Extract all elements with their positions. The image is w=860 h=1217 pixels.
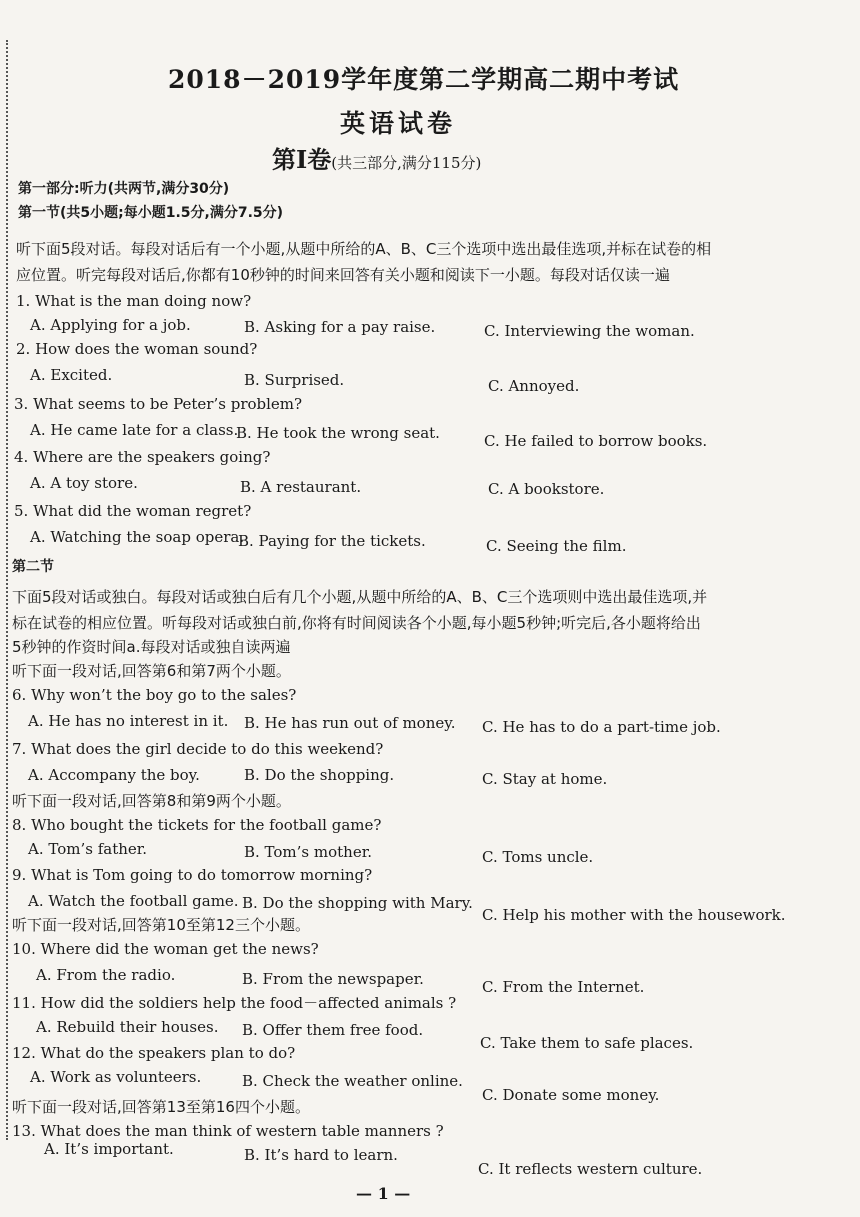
q8-option-b: B. Tom’s mother.: [244, 843, 372, 861]
q4-option-a: A. A toy store.: [30, 474, 138, 492]
q2-option-a: A. Excited.: [30, 366, 113, 384]
volume-label: 第Ⅰ卷: [272, 145, 332, 174]
q6-option-a: A. He has no interest in it.: [28, 712, 229, 730]
section1-directions-line2: 应位置。听完每段对话后,你都有10秒钟的时间来回答有关小题和阅读下一小题。每段对话仅读一遍: [16, 266, 670, 284]
section2-directions-line2: 标在试卷的相应位置。听每段对话或独白前,你将有时间阅读各个小题,每小题5秒钟;听完后,各小题将给出: [12, 614, 701, 632]
q7-option-b: B. Do the shopping.: [244, 766, 395, 784]
question-5: 5. What did the woman regret?: [14, 502, 252, 520]
q1-option-a: A. Applying for a job.: [30, 316, 191, 334]
section1-directions-line1: 听下面5段对话。每段对话后有一个小题,从题中所给的A、B、C三个选项中选出最佳选项,并标在试卷的相: [16, 240, 712, 258]
group-instruction-8-9: 听下面一段对话,回答第8和第9两个小题。: [12, 792, 291, 810]
q1-option-b: B. Asking for a pay raise.: [244, 318, 436, 336]
question-2: 2. How does the woman sound?: [16, 340, 258, 358]
q11-option-c: C. Take them to safe places.: [480, 1034, 694, 1052]
q9-option-a: A. Watch the football game.: [28, 892, 239, 910]
q10-option-c: C. From the Internet.: [482, 978, 645, 996]
q13-option-c: C. It reflects western culture.: [478, 1160, 703, 1178]
question-10: 10. Where did the woman get the news?: [12, 940, 319, 958]
exam-subtitle: 英语试卷: [340, 109, 457, 138]
q10-option-a: A. From the radio.: [36, 966, 176, 984]
q4-option-c: C. A bookstore.: [488, 480, 605, 498]
q13-option-a: A. It’s important.: [44, 1140, 174, 1158]
group-instruction-13-16: 听下面一段对话,回答第13至第16四个小题。: [12, 1098, 310, 1116]
group-instruction-6-7: 听下面一段对话,回答第6和第7两个小题。: [12, 662, 291, 680]
q4-option-b: B. A restaurant.: [240, 478, 362, 496]
q11-option-a: A. Rebuild their houses.: [36, 1018, 219, 1036]
q2-option-b: B. Surprised.: [244, 371, 345, 389]
q6-option-c: C. He has to do a part-time job.: [482, 718, 721, 736]
q9-option-c: C. Help his mother with the housework.: [482, 906, 786, 924]
question-9: 9. What is Tom going to do tomorrow morning?: [12, 866, 373, 884]
question-1: 1. What is the man doing now?: [16, 292, 252, 310]
q3-option-b: B. He took the wrong seat.: [236, 424, 440, 442]
q9-option-b: B. Do the shopping with Mary.: [242, 894, 473, 912]
q5-option-a: A. Watching the soap opera.: [30, 528, 245, 546]
q12-option-b: B. Check the weather online.: [242, 1072, 463, 1090]
question-8: 8. Who bought the tickets for the football game?: [12, 816, 382, 834]
question-13: 13. What does the man think of western table manners ?: [12, 1122, 444, 1140]
question-12: 12. What do the speakers plan to do?: [12, 1044, 296, 1062]
q10-option-b: B. From the newspaper.: [242, 970, 424, 988]
section1-heading: 第一节(共5小题;每小题1.5分,满分7.5分): [18, 205, 284, 221]
group-instruction-10-12: 听下面一段对话,回答第10至第12三个小题。: [12, 916, 310, 934]
question-11: 11. How did the soldiers help the food－affected animals ?: [12, 994, 457, 1012]
q12-option-c: C. Donate some money.: [482, 1086, 660, 1104]
q8-option-c: C. Toms uncle.: [482, 848, 594, 866]
question-6: 6. Why won’t the boy go to the sales?: [12, 686, 297, 704]
q5-option-c: C. Seeing the film.: [486, 537, 627, 555]
section2-directions-line3: 5秒钟的作资时间a.每段对话或独自读两遍: [12, 638, 291, 656]
exam-title: 2018－2019学年度第二学期高二期中考试: [168, 65, 680, 94]
question-3: 3. What seems to be Peter’s problem?: [14, 395, 303, 413]
question-7: 7. What does the girl decide to do this weekend?: [12, 740, 384, 758]
q7-option-c: C. Stay at home.: [482, 770, 608, 788]
part1-heading: 第一部分:听力(共两节,满分30分): [18, 181, 230, 197]
q13-option-b: B. It’s hard to learn.: [244, 1146, 398, 1164]
q2-option-c: C. Annoyed.: [488, 377, 580, 395]
q11-option-b: B. Offer them free food.: [242, 1021, 424, 1039]
q6-option-b: B. He has run out of money.: [244, 714, 456, 732]
q8-option-a: A. Tom’s father.: [28, 840, 148, 858]
volume-heading: [272, 140, 481, 175]
q3-option-c: C. He failed to borrow books.: [484, 432, 708, 450]
q1-option-c: C. Interviewing the woman.: [484, 322, 695, 340]
q7-option-a: A. Accompany the boy.: [28, 766, 200, 784]
binding-line: [6, 40, 8, 1140]
section2-directions-line1: 下面5段对话或独白。每段对话或独白后有几个小题,从题中所给的A、B、C三个选项则中选出最佳选项,并: [12, 588, 708, 606]
volume-note: (共三部分,满分115分): [331, 154, 482, 172]
q5-option-b: B. Paying for the tickets.: [238, 532, 426, 550]
section2-heading: 第二节: [12, 559, 54, 575]
q3-option-a: A. He came late for a class.: [30, 421, 239, 439]
q12-option-a: A. Work as volunteers.: [30, 1068, 202, 1086]
question-4: 4. Where are the speakers going?: [14, 448, 271, 466]
page-number: — 1 —: [356, 1184, 411, 1203]
